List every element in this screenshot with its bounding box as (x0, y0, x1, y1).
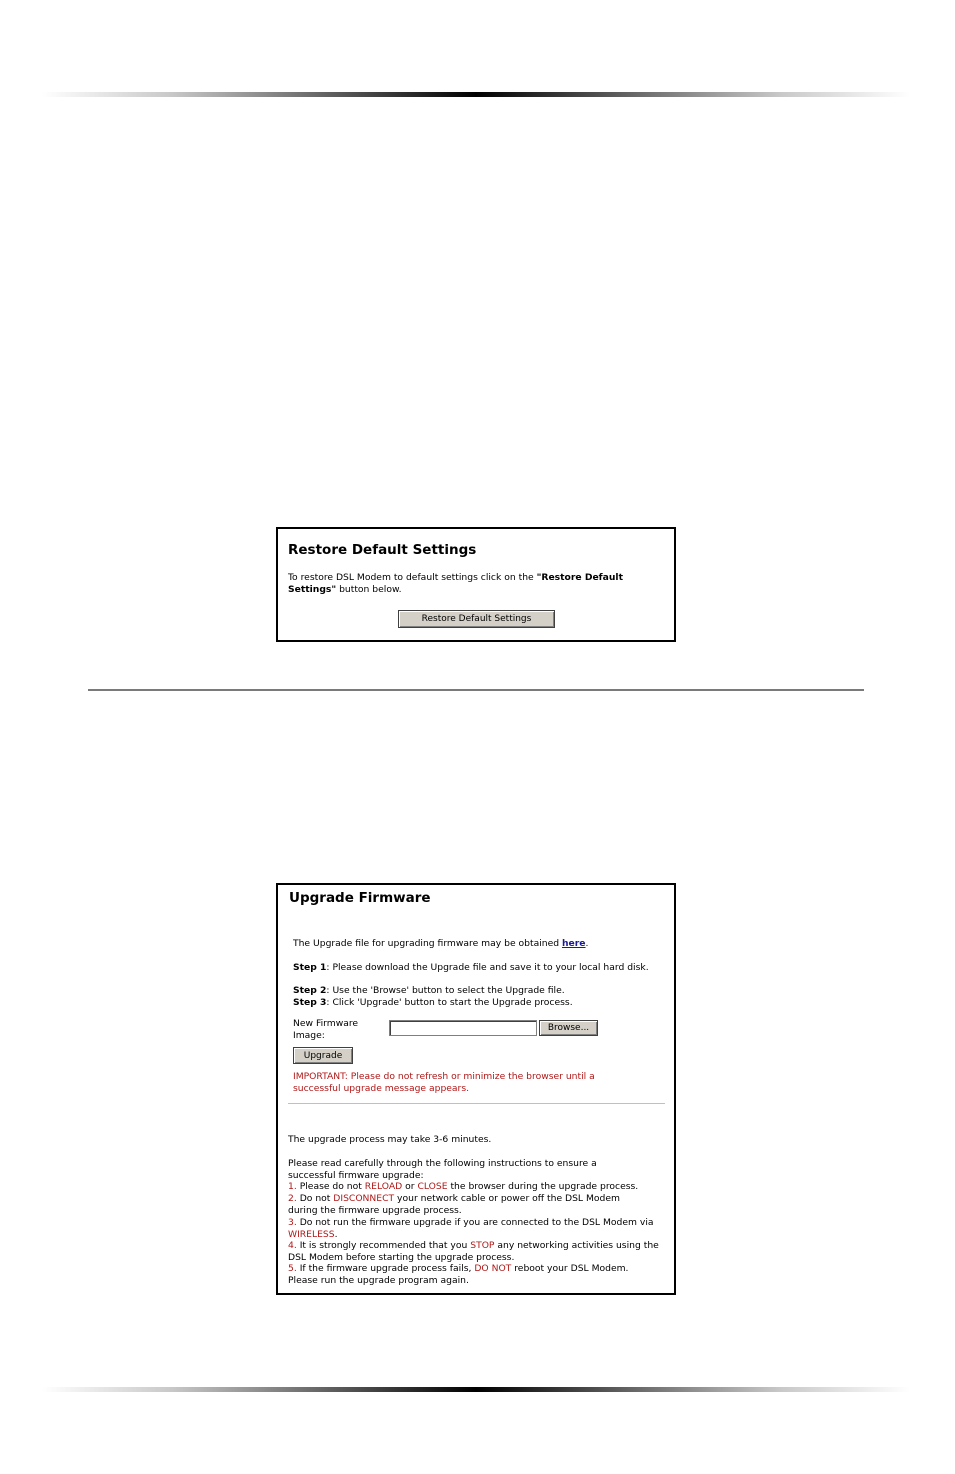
upgrade-divider (288, 1103, 665, 1104)
instruction-5-text: If the firmware upgrade process fails, (296, 1263, 475, 1274)
firmware-image-label: New Firmware Image: (293, 1018, 359, 1041)
instruction-2-number: 2. (288, 1193, 297, 1204)
instruction-5-do-not: DO NOT (474, 1263, 512, 1274)
instruction-1-tail: the browser during the upgrade process. (447, 1181, 639, 1192)
upgrade-intro-tail: . (585, 938, 589, 949)
step-1 (293, 962, 649, 974)
step-3-label: Step 3 (293, 997, 327, 1008)
instruction-1-number: 1. (288, 1181, 297, 1192)
restore-desc-text: To restore DSL Modem to default settings click on the (288, 572, 537, 583)
instruction-3-wireless: WIRELESS (288, 1228, 335, 1240)
section-divider (88, 689, 864, 691)
instruction-4-number: 4. (288, 1240, 297, 1251)
upgrade-duration: The upgrade process may take 3-6 minutes. (288, 1134, 492, 1145)
step-2 (293, 985, 663, 997)
footer-rule (42, 1387, 910, 1392)
restore-desc-tail: button below. (336, 583, 402, 595)
instruction-1-text: Please do not (296, 1181, 365, 1192)
upgrade-button[interactable]: Upgrade (293, 1047, 353, 1064)
instruction-2-tail: your network cable or power off the DSL Modem during the firmware upgrade process. (288, 1193, 620, 1216)
step-1-label: Step 1 (293, 962, 327, 973)
restore-description (288, 572, 658, 596)
instruction-1-reload: RELOAD (364, 1181, 403, 1192)
restore-default-settings-panel (276, 527, 676, 642)
instruction-5-tail: reboot your DSL Modem. Please run the upgrade program again. (288, 1263, 629, 1286)
instruction-4 (288, 1240, 670, 1264)
upgrade-intro (293, 938, 663, 950)
instruction-1-or: or (402, 1181, 418, 1192)
upgrade-firmware-panel (276, 883, 676, 1295)
step-3 (293, 997, 663, 1009)
instruction-5 (288, 1263, 658, 1287)
step-2-label: Step 2 (293, 985, 327, 996)
instruction-3-tail: . (334, 1228, 338, 1240)
instruction-4-stop: STOP (470, 1240, 495, 1251)
upgrade-intro-text: The Upgrade file for upgrading firmware may be obtained (293, 938, 562, 949)
instruction-5-number: 5. (288, 1263, 297, 1274)
step-1-text: : Please download the Upgrade file and save it to your local hard disk. (326, 962, 649, 973)
here-link[interactable]: here (561, 938, 586, 949)
upgrade-title: Upgrade Firmware (289, 890, 431, 906)
instruction-2 (288, 1193, 648, 1217)
instruction-1 (288, 1181, 673, 1193)
step-2-text: : Use the 'Browse' button to select the Upgrade file. (326, 985, 565, 996)
instruction-4-text: It is strongly recommended that you (296, 1240, 471, 1251)
restore-title: Restore Default Settings (288, 542, 477, 558)
header-rule (42, 92, 910, 97)
instruction-4-tail: any networking activities using the DSL Modem before starting the upgrade process. (288, 1240, 659, 1263)
browse-button[interactable]: Browse... (539, 1020, 598, 1036)
firmware-image-input[interactable] (389, 1020, 537, 1036)
instruction-2-text: Do not (296, 1193, 334, 1204)
instruction-3 (288, 1217, 666, 1241)
instructions-intro: Please read carefully through the following instructions to ensure a successful firmware upgrade: (288, 1158, 597, 1181)
instruction-3-text: Do not run the firmware upgrade if you are connected to the DSL Modem via (296, 1217, 654, 1228)
important-warning: IMPORTANT: Please do not refresh or minimize the browser until a successful upgrade message appears. (293, 1071, 595, 1094)
instruction-1-close: CLOSE (417, 1181, 448, 1192)
instruction-3-number: 3. (288, 1217, 297, 1228)
restore-desc-bold: "Restore Default Settings" (288, 572, 623, 595)
restore-default-settings-button[interactable]: Restore Default Settings (398, 610, 555, 628)
step-3-text: : Click 'Upgrade' button to start the Upgrade process. (326, 997, 573, 1008)
instruction-2-disconnect: DISCONNECT (333, 1193, 395, 1204)
